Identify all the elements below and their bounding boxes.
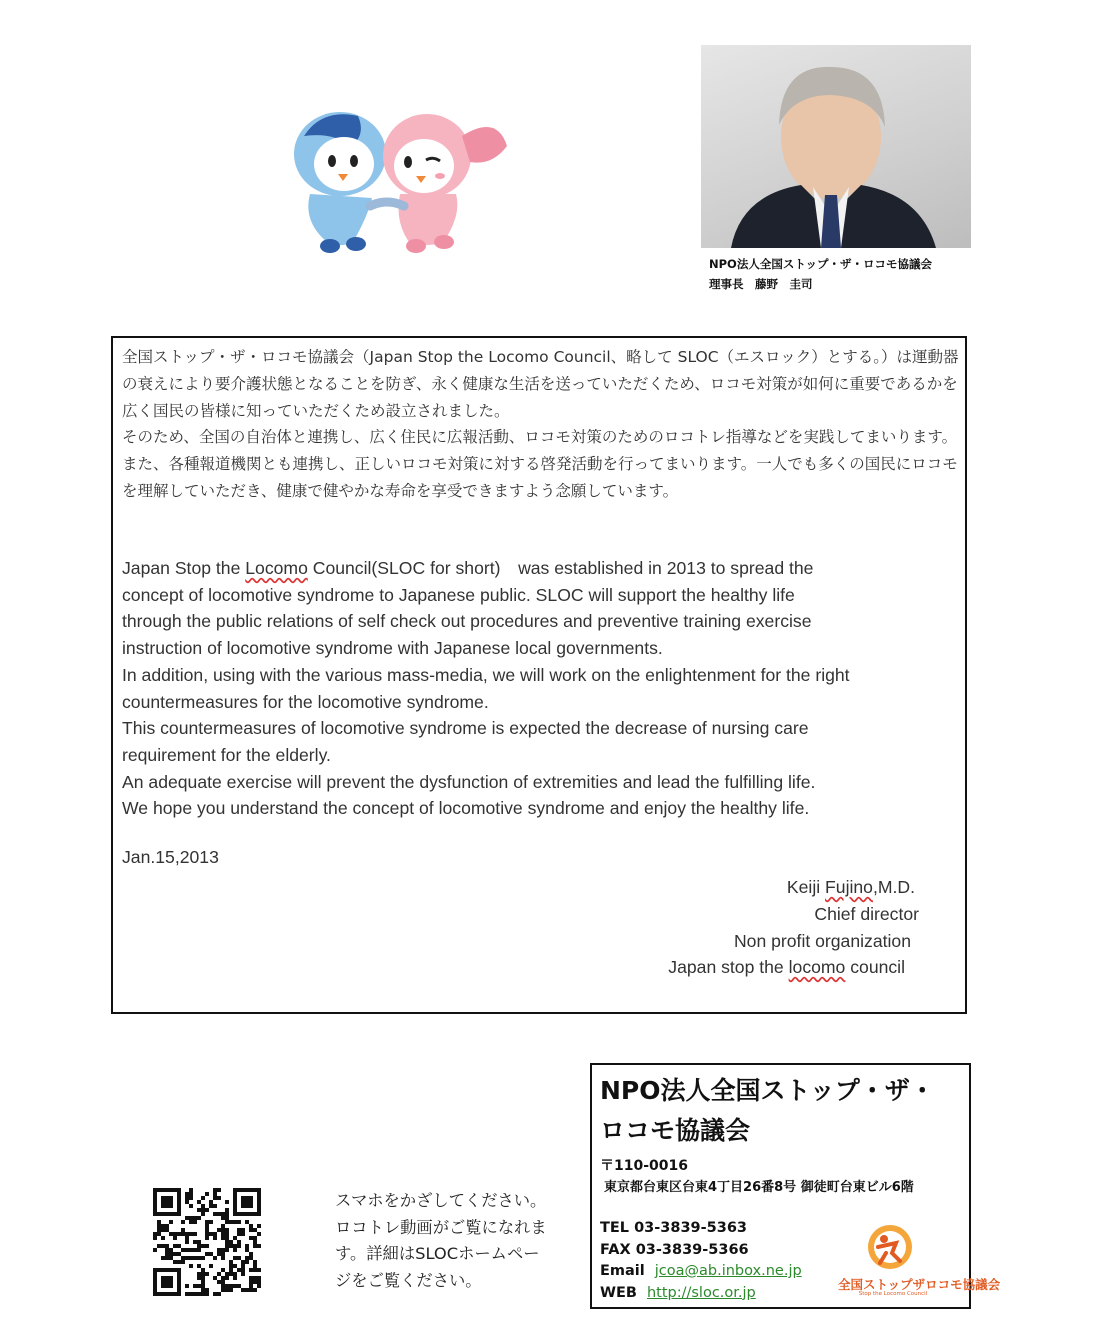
caption-org: NPO法人全国ストップ・ザ・ロコモ協議会 bbox=[709, 257, 932, 271]
signature-org: Japan stop the locomo council bbox=[668, 957, 905, 978]
caption-name: 理事長 藤野 圭司 bbox=[709, 277, 813, 291]
signature-block bbox=[668, 874, 919, 981]
contact-box bbox=[590, 1063, 1001, 1309]
en-line: countermeasures for the locomotive syndrome. bbox=[122, 691, 489, 712]
jp-paragraph: 全国ストップ・ザ・ロコモ協議会（Japan Stop the Locomo Council、略して SLOC（エスロック）とする。）は運動器の衰えにより要介護状態となることを防ぎ、永く健康な生活を送っていただくため、ロコモ対策が如何に重要であるかを広く国民の皆様に知っていただくため設立されました。 bbox=[122, 348, 959, 420]
en-line: concept of locomotive syndrome to Japanese public. SLOC will support the healthy life bbox=[122, 584, 795, 605]
message-date: Jan.15,2013 bbox=[122, 847, 219, 867]
signature-title: Chief director bbox=[814, 903, 919, 924]
address: 東京都台東区台東4丁目26番8号 御徒町台東ビル6階 bbox=[604, 1180, 914, 1195]
blue-mascot bbox=[294, 112, 386, 253]
en-line: instruction of locomotive syndrome with Japanese local governments. bbox=[122, 638, 663, 659]
org-name: NPO法人全国ストップ・ザ・ ロコモ協議会 bbox=[600, 1076, 935, 1145]
chairman-portrait bbox=[701, 45, 971, 248]
web-row: WEB http://sloc.or.jp bbox=[600, 1284, 756, 1301]
photo-caption bbox=[709, 254, 932, 294]
message-box bbox=[111, 336, 967, 1014]
logo-mark-icon bbox=[838, 1223, 948, 1275]
email-link[interactable]: jcoa@ab.inbox.ne.jp bbox=[654, 1263, 802, 1279]
en-line: We hope you understand the concept of locomotive syndrome and enjoy the healthy life. bbox=[122, 798, 810, 819]
fax: FAX 03-3839-5366 bbox=[600, 1241, 749, 1258]
logo-subtext: Stop the Locomo Council bbox=[858, 1291, 928, 1297]
signature-org-type: Non profit organization bbox=[733, 930, 911, 951]
en-line: In addition, using with the various mass-media, we will work on the enlightenment for the right bbox=[122, 664, 850, 685]
logo-text: 全国ストップザロコモ協議会 bbox=[838, 1277, 1001, 1292]
pink-mascot bbox=[383, 114, 507, 253]
mascot-illustration bbox=[292, 106, 512, 256]
sloc-logo bbox=[838, 1223, 1001, 1301]
english-message bbox=[122, 555, 960, 822]
japanese-message bbox=[122, 344, 960, 505]
qr-instructions: スマホをかざしてください。ロコトレ動画がご覧になれます。詳細はSLOCホームページをご覧ください。 bbox=[335, 1191, 547, 1291]
contact-details bbox=[600, 1218, 802, 1304]
signature-name: Keiji Fujino,M.D. bbox=[786, 877, 915, 897]
en-line: An adequate exercise will prevent the dysfunction of extremities and lead the fulfilling life. bbox=[122, 771, 816, 792]
en-line: This countermeasures of locomotive syndrome is expected the decrease of nursing care bbox=[122, 718, 809, 739]
jp-paragraph: そのため、全国の自治体と連携し、広く住民に広報活動、ロコモ対策のためのロコトレ指導などを実践してまいります。 bbox=[122, 428, 958, 447]
en-line: requirement for the elderly. bbox=[122, 744, 331, 765]
jp-paragraph: また、各種報道機関とも連携し、正しいロコモ対策に対する啓発活動を行ってまいります。一人でも多くの国民にロコモを理解していただき、健康で健やかな寿命を享受できますよう念願しています。 bbox=[122, 455, 958, 500]
en-line: Japan Stop the Locomo Council(SLOC for short) was established in 2013 to spread the bbox=[122, 558, 814, 578]
qr-code[interactable] bbox=[153, 1188, 261, 1296]
postal-code: 〒110-0016 bbox=[600, 1158, 688, 1174]
web-link[interactable]: http://sloc.or.jp bbox=[646, 1284, 756, 1301]
tel: TEL 03-3839-5363 bbox=[600, 1220, 748, 1236]
email-row: Email jcoa@ab.inbox.ne.jp bbox=[600, 1263, 802, 1279]
en-line: through the public relations of self check out procedures and preventive training exercise bbox=[122, 611, 812, 632]
